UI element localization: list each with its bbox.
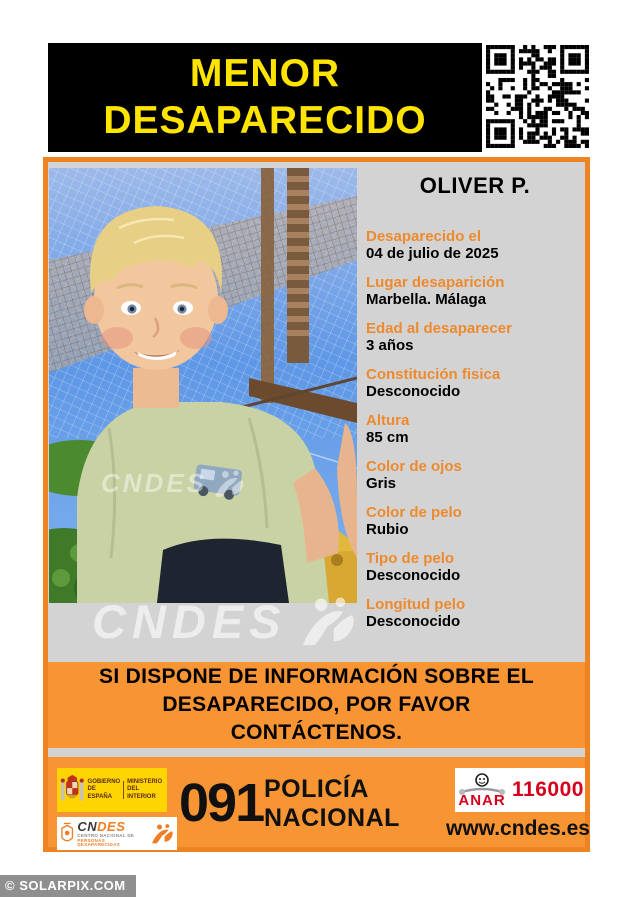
government-ministry-text: MINISTERIO DEL INTERIOR (127, 778, 163, 800)
poster-body (43, 157, 590, 852)
poster-title-line1: MENOR (189, 51, 341, 95)
field-value: 04 de julio de 2025 (366, 245, 499, 262)
poster-title-line2: DESAPARECIDO (103, 98, 427, 142)
field-row (366, 504, 581, 539)
cndes-shield-icon (60, 822, 74, 846)
field-value: Desconocido (366, 383, 461, 400)
government-agency-text: GOBIERNO DE ESPAÑA (87, 778, 121, 800)
field-value: Desconocido (366, 567, 461, 584)
field-label: Altura (366, 412, 410, 429)
cndes-wordmark: CNDES CENTRO NACIONAL DE PERSONAS DESAPARECIDAS (77, 818, 135, 847)
field-label: Desaparecido el (366, 228, 482, 245)
field-row (366, 320, 581, 355)
field-value: 85 cm (366, 429, 409, 446)
field-value: Marbella. Málaga (366, 291, 487, 308)
subject-name: OLIVER P. (419, 173, 531, 198)
field-row (366, 596, 581, 631)
field-row (366, 412, 581, 447)
police-phone-number: 091 (179, 773, 264, 833)
banner-line: CONTÁCTENOS. (230, 721, 403, 744)
contact-banner (48, 662, 585, 748)
qr-code (486, 45, 589, 148)
field-value: Desconocido (366, 613, 461, 630)
poster-title-banner (48, 43, 482, 152)
child-photo (49, 168, 357, 603)
field-value: Gris (366, 475, 397, 492)
photo-watermark: CNDES (101, 468, 245, 499)
banner-line: DESAPARECIDO, POR FAVOR (162, 693, 471, 716)
field-value: Rubio (366, 521, 409, 538)
banner-line: SI DISPONE DE INFORMACIÓN SOBRE EL (99, 665, 534, 688)
cndes-website: www.cndes.es (446, 817, 590, 840)
cndes-logo (57, 817, 177, 850)
divider (123, 781, 124, 799)
field-row (366, 366, 581, 401)
field-row (366, 274, 581, 309)
field-label: Tipo de pelo (366, 550, 455, 567)
police-name: POLICÍA NACIONAL (264, 775, 400, 832)
cndes-figures-icon (295, 597, 357, 647)
field-row (366, 228, 581, 263)
field-value: 3 años (366, 337, 414, 354)
photo-credit: © SOLARPIX.COM (0, 875, 136, 897)
anar-logo (455, 768, 585, 812)
field-label: Lugar desaparición (366, 274, 505, 291)
field-label: Color de pelo (366, 504, 462, 521)
anar-phone: 116000 (512, 778, 584, 801)
footer (48, 757, 590, 847)
field-label: Constitución fisica (366, 366, 501, 383)
government-logo (57, 768, 167, 812)
field-row (366, 550, 581, 585)
cndes-figures-icon (149, 822, 174, 846)
field-row (366, 458, 581, 493)
field-label: Color de ojos (366, 458, 462, 475)
field-label: Longitud pelo (366, 596, 466, 613)
cndes-figures-icon (211, 470, 245, 498)
spain-coat-of-arms-icon (60, 773, 85, 807)
cndes-watermark: CNDES (92, 594, 357, 649)
field-label: Edad al desaparecer (366, 320, 512, 337)
subject-fields (366, 228, 581, 642)
anar-name: ANAR (458, 791, 506, 809)
